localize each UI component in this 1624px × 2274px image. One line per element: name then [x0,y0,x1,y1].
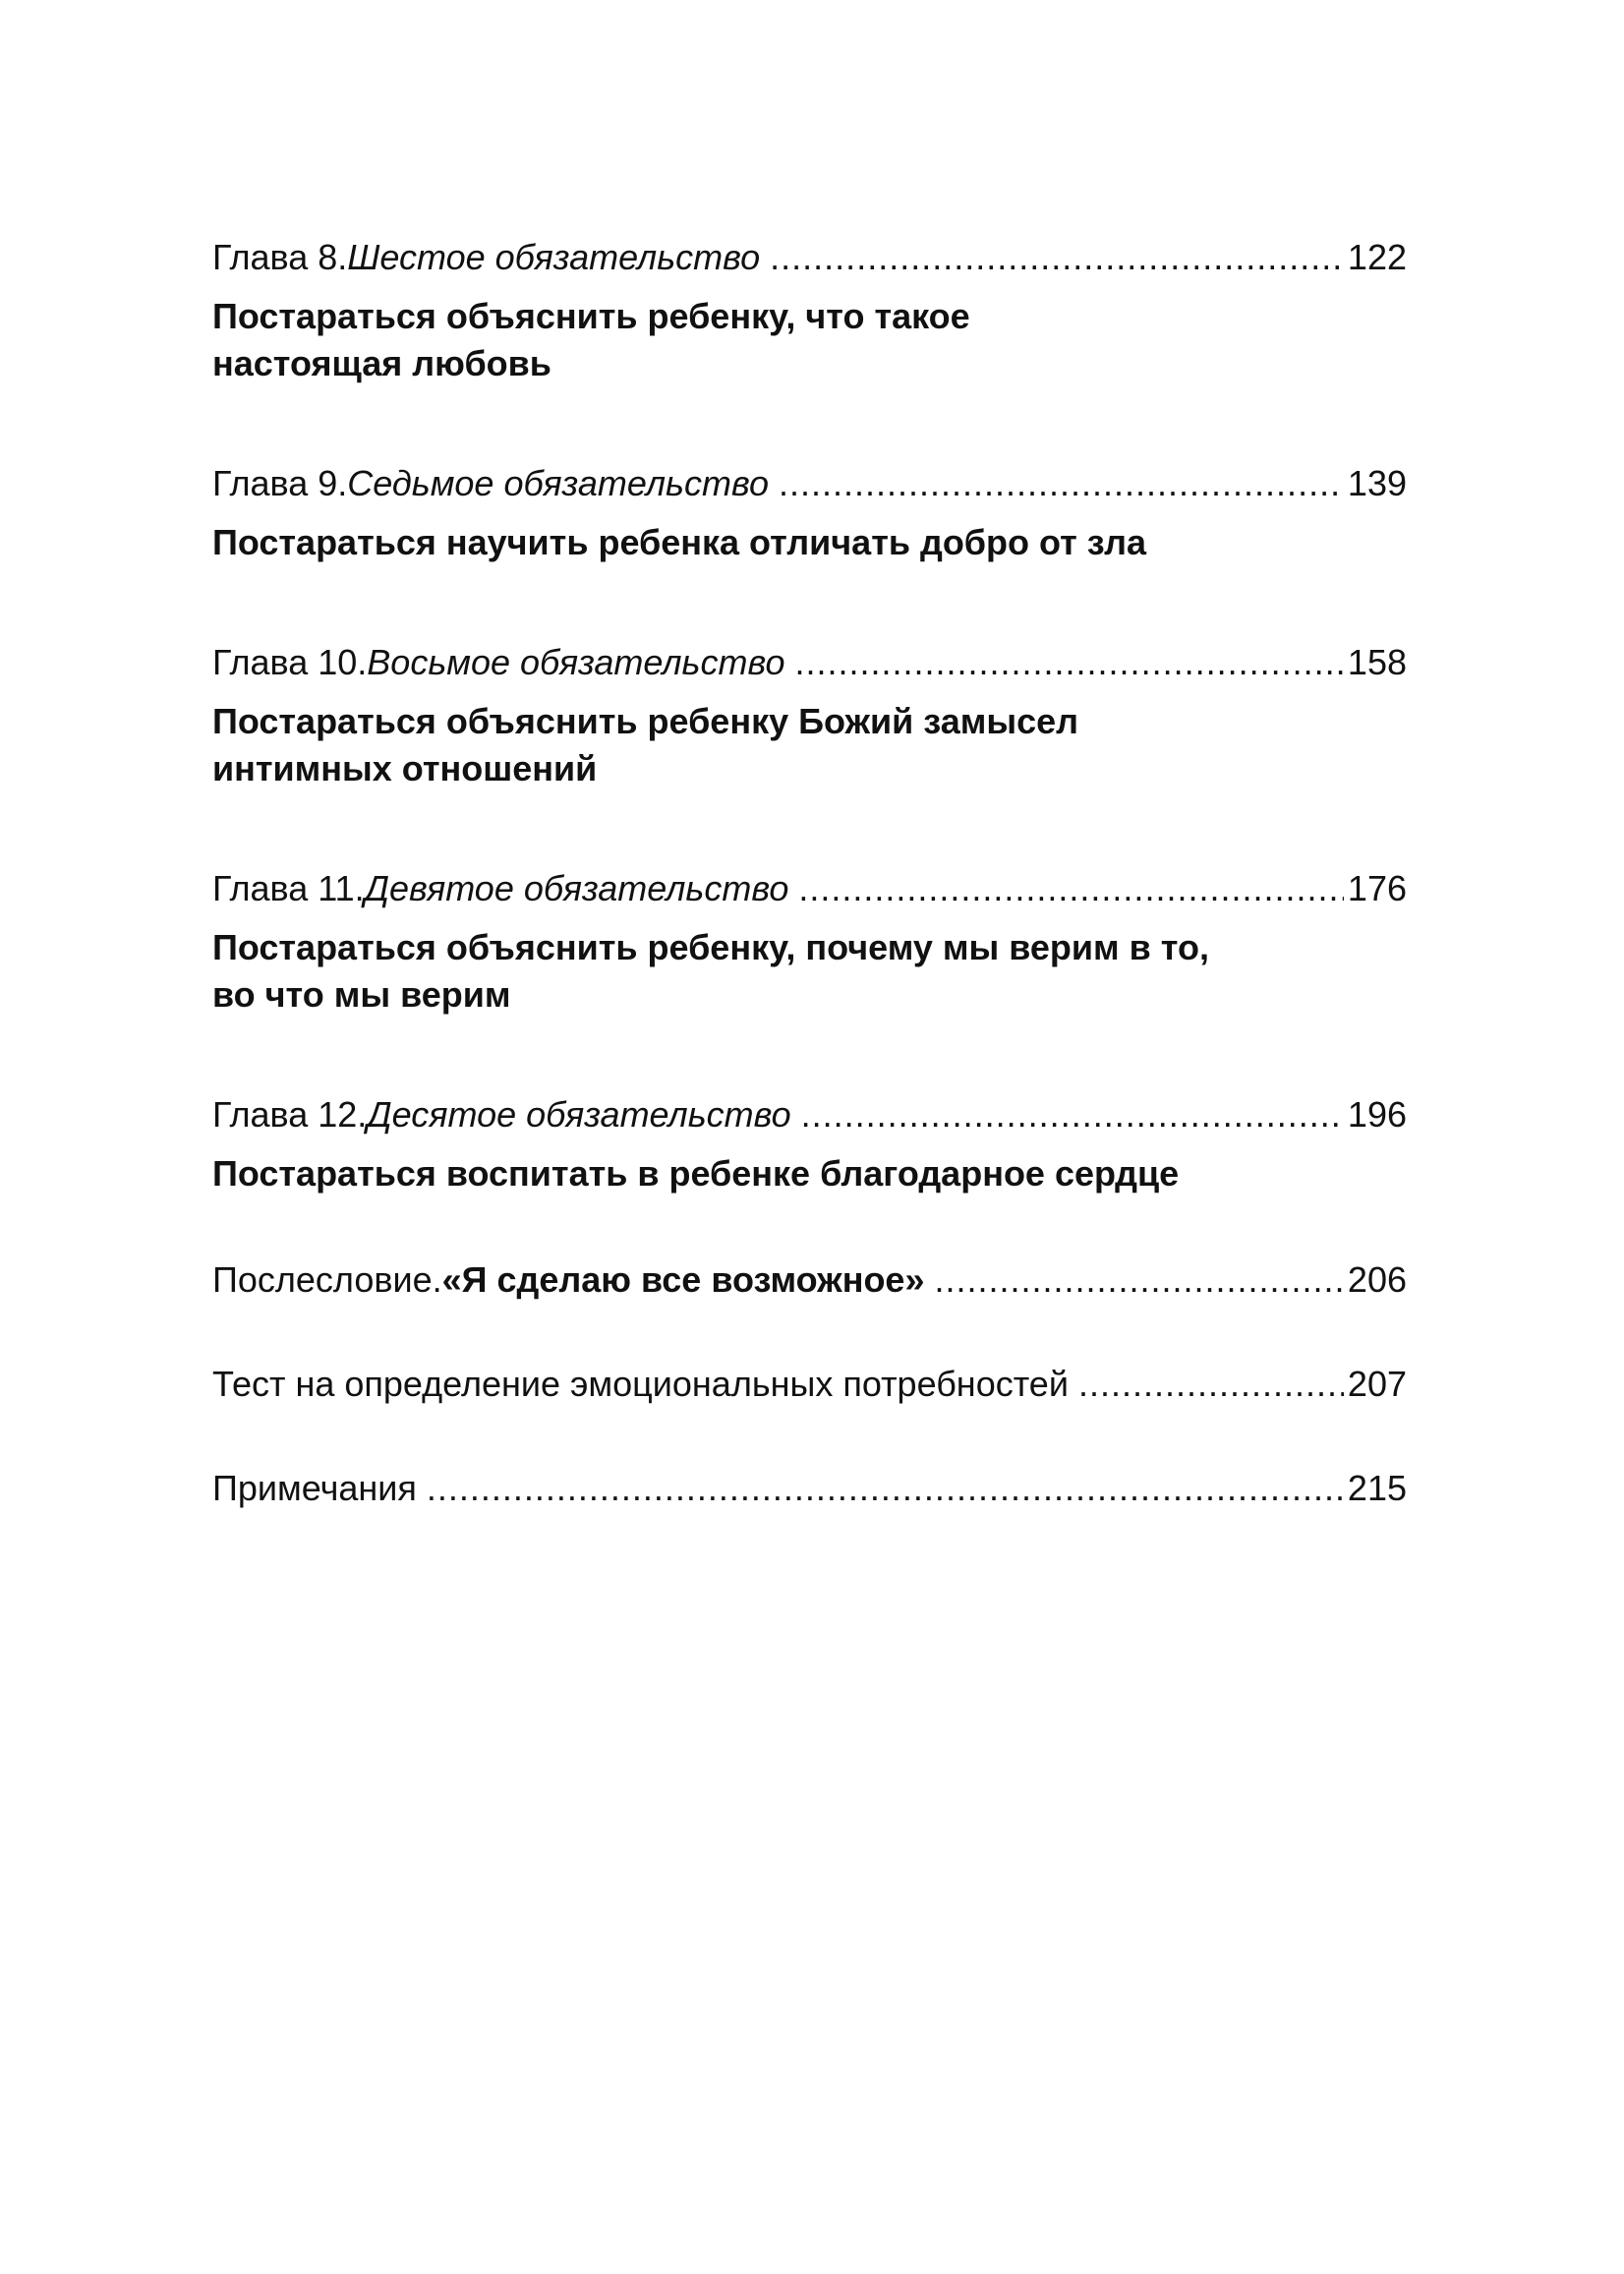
subtitle-line: Постараться научить ребенка отличать добро от зла [212,522,1147,562]
subtitle-line: интимных отношений [212,748,598,788]
chapter-title: Седьмое обязательство [347,463,769,503]
chapter-title: Девятое обязательство [364,868,789,908]
toc-entry-afterword[interactable] [212,1254,1407,1306]
toc-entry-chapter-12[interactable] [212,1089,1407,1197]
dot-leader [779,466,1344,496]
chapter-subtitle [212,698,1372,792]
dot-leader [1078,1367,1344,1396]
page-number: 176 [1347,868,1407,908]
dot-leader [934,1262,1343,1292]
chapter-title: Шестое обязательство [347,237,761,277]
toc-line [212,637,1407,688]
page-number: 206 [1347,1259,1407,1300]
toc-line [212,458,1407,509]
subtitle-line: во что мы верим [212,974,511,1015]
subtitle-line: Постараться объяснить ребенку Божий замысел [212,701,1079,741]
page-number: 158 [1347,642,1407,682]
page-number: 139 [1347,463,1407,503]
chapter-prefix: Глава 11. [212,868,365,908]
chapter-subtitle [212,1150,1372,1197]
chapter-prefix: Глава 10. [212,642,368,682]
subtitle-line: Постараться объяснить ребенку, почему мы верим в то, [212,927,1209,967]
toc-line [212,232,1407,283]
dot-leader [801,1097,1344,1127]
subtitle-line: настоящая любовь [212,343,551,383]
toc-line [212,1089,1407,1140]
afterword-title: «Я сделаю все возможное» [441,1259,925,1300]
toc-entry-notes[interactable] [212,1463,1407,1514]
page-number: 215 [1347,1468,1407,1508]
subtitle-line: Постараться воспитать в ребенке благодарное сердце [212,1153,1180,1194]
toc-line [212,1254,1407,1306]
table-of-contents [212,232,1407,1567]
subtitle-line: Постараться объяснить ребенку, что такое [212,296,970,336]
afterword-prefix: Послесловие. [212,1259,442,1300]
chapter-prefix: Глава 8. [212,237,348,277]
chapter-subtitle [212,924,1372,1019]
toc-entry-chapter-9[interactable] [212,458,1407,566]
toc-entry-chapter-8[interactable] [212,232,1407,387]
notes-title: Примечания [212,1468,417,1508]
chapter-prefix: Глава 9. [212,463,348,503]
page-number: 122 [1347,237,1407,277]
dot-leader [795,645,1344,674]
toc-line [212,1463,1407,1514]
toc-entry-chapter-10[interactable] [212,637,1407,792]
toc-line [212,1359,1407,1410]
toc-entry-test[interactable] [212,1359,1407,1410]
dot-leader [770,240,1344,269]
chapter-title: Десятое обязательство [367,1094,791,1135]
chapter-title: Восьмое обязательство [367,642,785,682]
dot-leader [427,1471,1344,1500]
chapter-prefix: Глава 12. [212,1094,368,1135]
chapter-subtitle [212,293,1372,387]
toc-entry-chapter-11[interactable] [212,863,1407,1019]
test-title: Тест на определение эмоциональных потребностей [212,1364,1069,1404]
toc-line [212,863,1407,914]
page-number: 207 [1347,1364,1407,1404]
dot-leader [798,871,1344,901]
page-number: 196 [1347,1094,1407,1135]
chapter-subtitle [212,519,1372,566]
